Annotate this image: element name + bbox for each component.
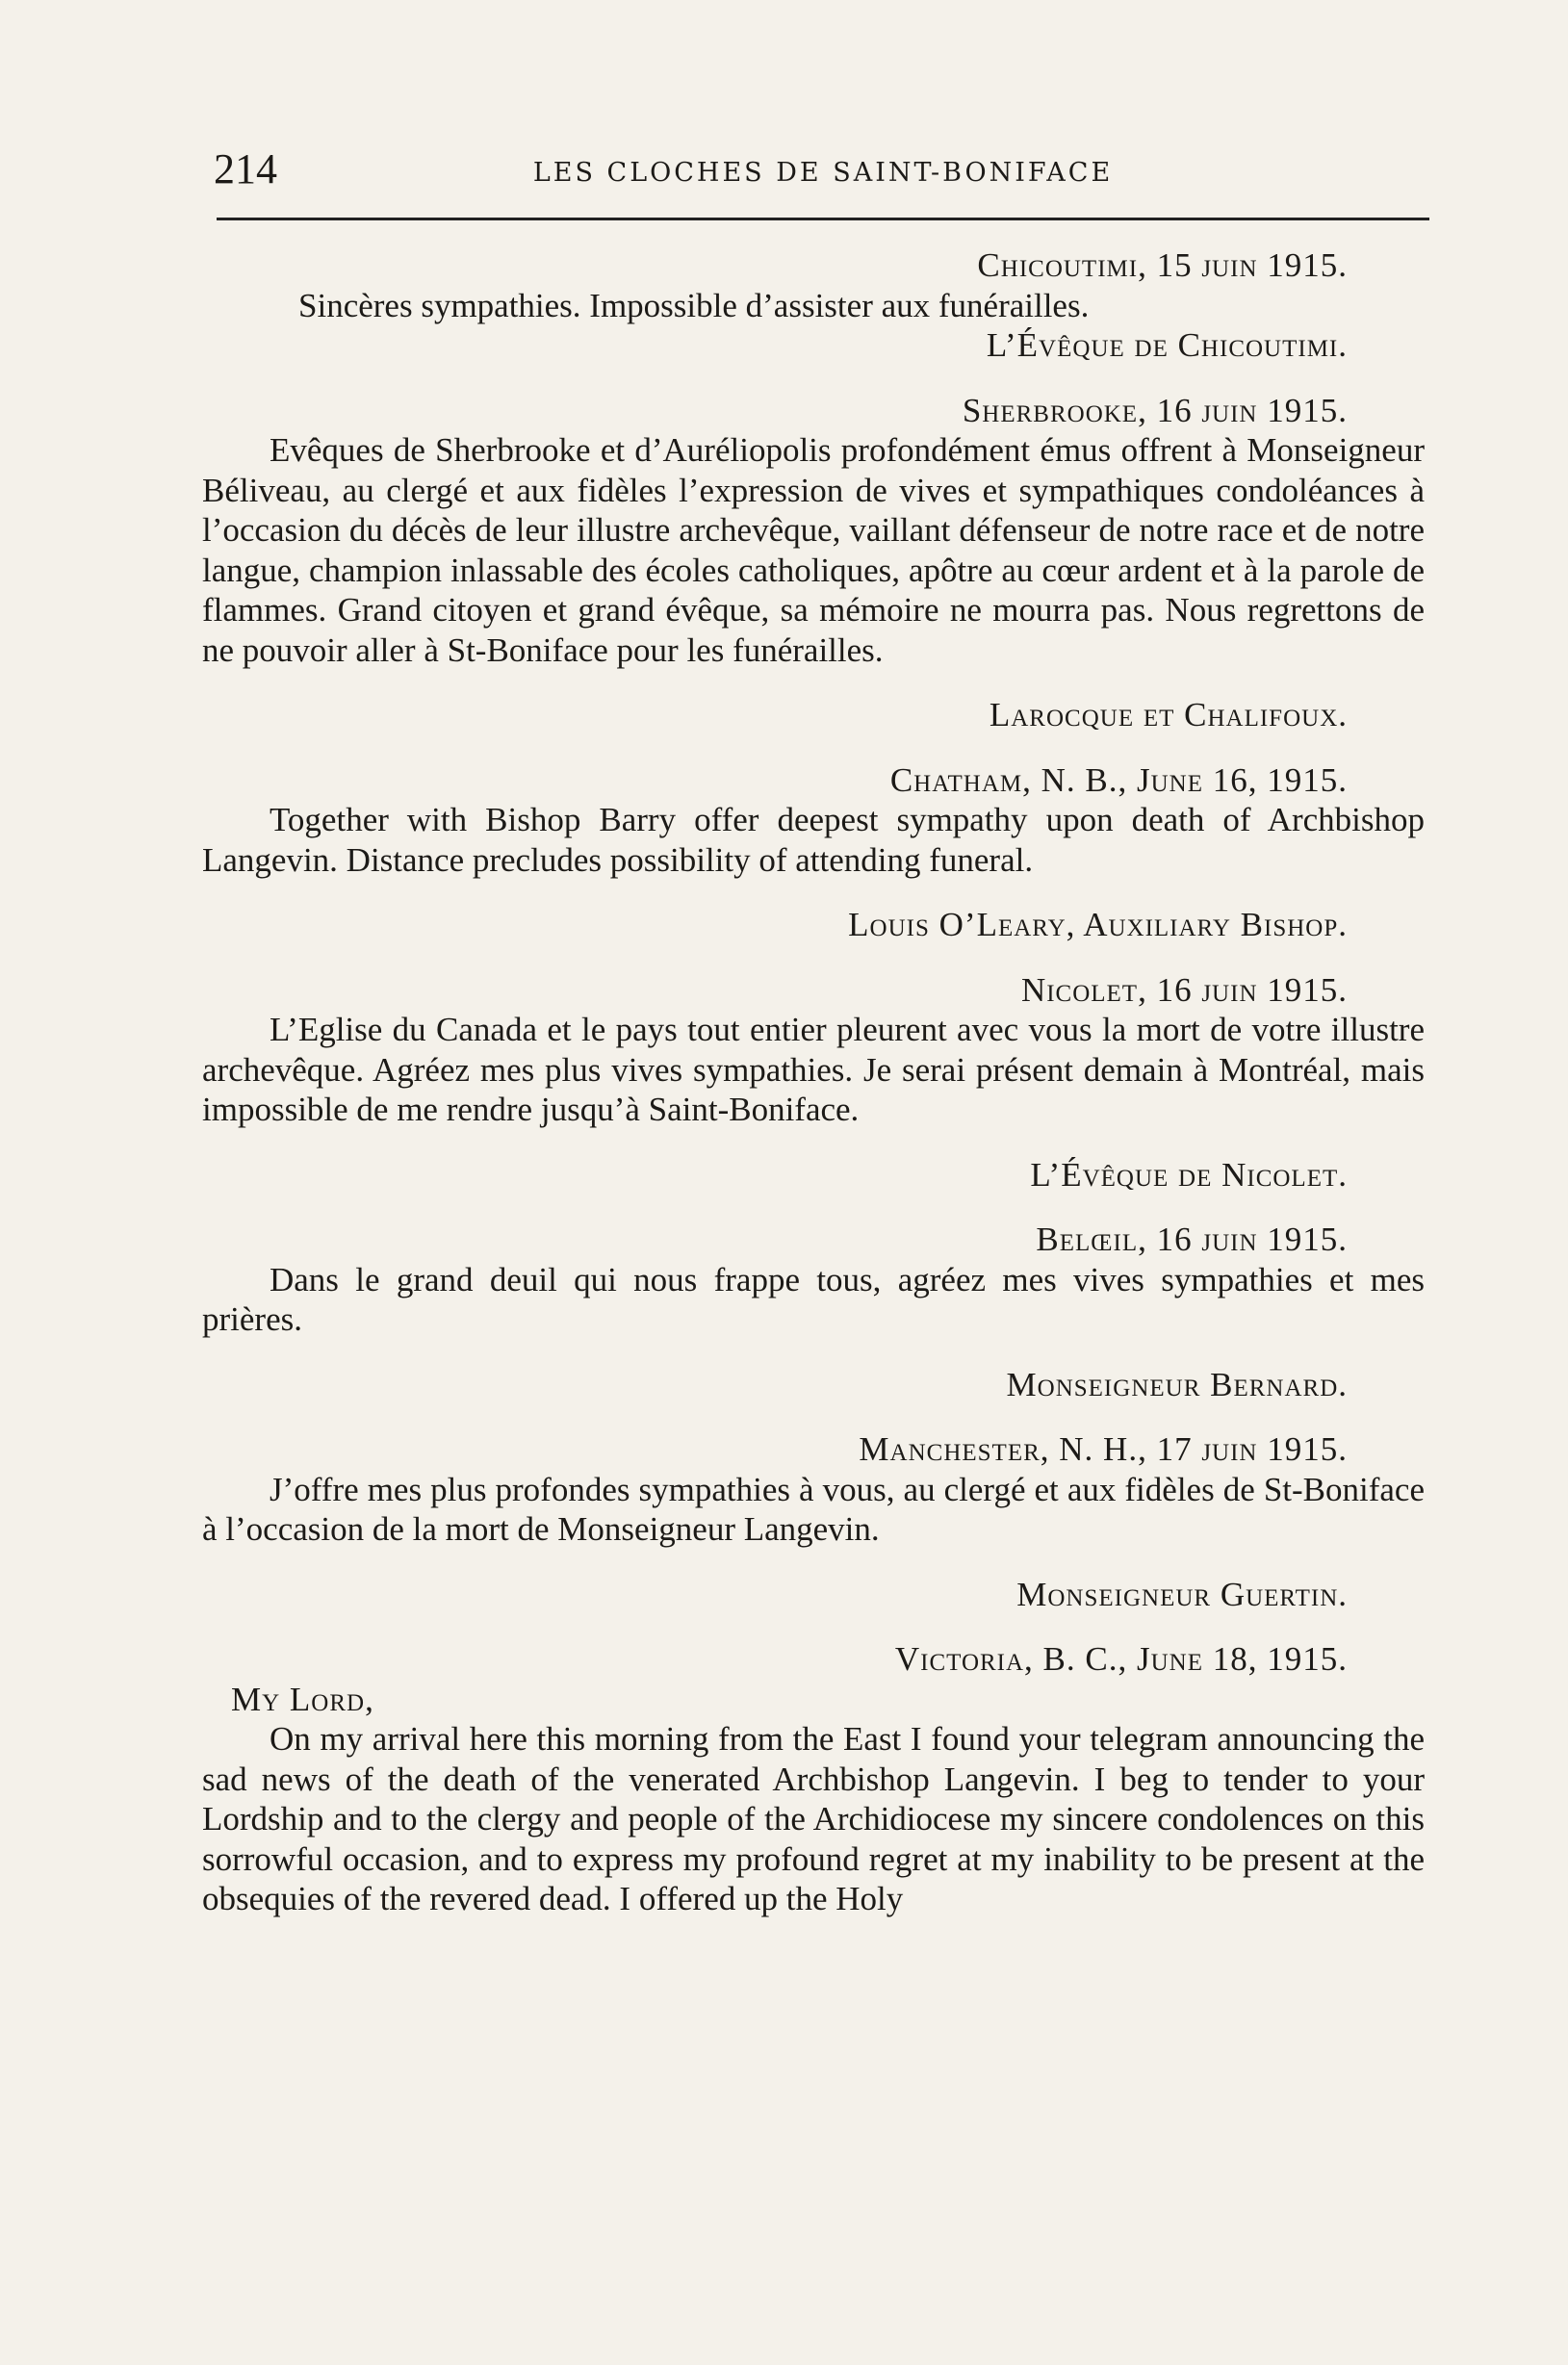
telegram-text: L’Eglise du Canada et le pays tout entier pleurent avec vous la mort de votre illustre archevêque. Agréez mes plus vives sympathies. Je serai présent demain à Montréal, mais impossible de me rendre jusqu’à Saint-Boniface. (202, 1011, 1425, 1128)
header-rule (217, 218, 1429, 220)
dateline: Nicolet, 16 juin 1915. (1020, 970, 1348, 1009)
telegram-text: Dans le grand deuil qui nous frappe tous, agréez mes vives sympathies et mes prières. (202, 1260, 1425, 1338)
salutation: My Lord, (231, 1680, 374, 1718)
page-header (202, 144, 1444, 202)
signature: Monseigneur Bernard. (1006, 1365, 1348, 1403)
dateline: Sherbrooke, 16 juin 1915. (962, 391, 1348, 429)
dateline: Victoria, B. C., June 18, 1915. (894, 1640, 1348, 1678)
telegram-text: Together with Bishop Barry offer deepest sympathy upon death of Archbishop Langevin. Distance precludes possibility of attending funeral. (202, 801, 1425, 879)
telegram-text: Evêques de Sherbrooke et d’Auréliopolis profondément émus offrent à Monseigneur Béliveau, au clergé et aux fidèles l’expression de vives et sympathiques condoléances à l’occasion du décès de leur illustre archevêque, vaillant défenseur de notre race et de notre langue, champion inlassable des écoles catholiques, apôtre au cœur ardent et à la parole de flammes. Grand citoyen et grand évêque, sa mémoire ne mourra pas. Nous regrettons de ne pouvoir aller à St-Boniface pour les funérailles. (202, 431, 1425, 669)
dateline: Chatham, N. B., June 16, 1915. (889, 760, 1348, 799)
page-body (202, 245, 1425, 1919)
signature: Monseigneur Guertin. (1016, 1575, 1348, 1613)
telegram-text: J’offre mes plus profondes sympathies à vous, au clergé et aux fidèles de St-Boniface à l’occasion de la mort de Monseigneur Langevin. (202, 1470, 1425, 1548)
dateline: Manchester, N. H., 17 juin 1915. (859, 1430, 1348, 1468)
dateline: Chicoutimi, 15 juin 1915. (977, 246, 1348, 284)
signature: L’Évêque de Nicolet. (1030, 1155, 1348, 1194)
letter-text: On my arrival here this morning from the East I found your telegram announcing the sad news of the death of the venerated Archbishop Langevin. I beg to tender to your Lordship and to the clergy and people of the Archidiocese my sincere condolences on this sorrowful occasion, and to express my profound regret at my inability to be present at the obsequies of the revered dead. I offered up the Holy (202, 1720, 1425, 1917)
signature: L’Évêque de Chicoutimi. (986, 326, 1348, 364)
telegram-text: Sincères sympathies. Impossible d’assister aux funérailles. (298, 286, 1090, 324)
signature: Louis O’Leary, Auxiliary Bishop. (848, 906, 1348, 943)
signature: Larocque et Chalifoux. (989, 696, 1348, 733)
dateline: Belœil, 16 juin 1915. (1036, 1221, 1348, 1258)
page-number: 214 (214, 145, 277, 193)
running-title: LES CLOCHES DE SAINT-BONIFACE (532, 158, 1114, 188)
